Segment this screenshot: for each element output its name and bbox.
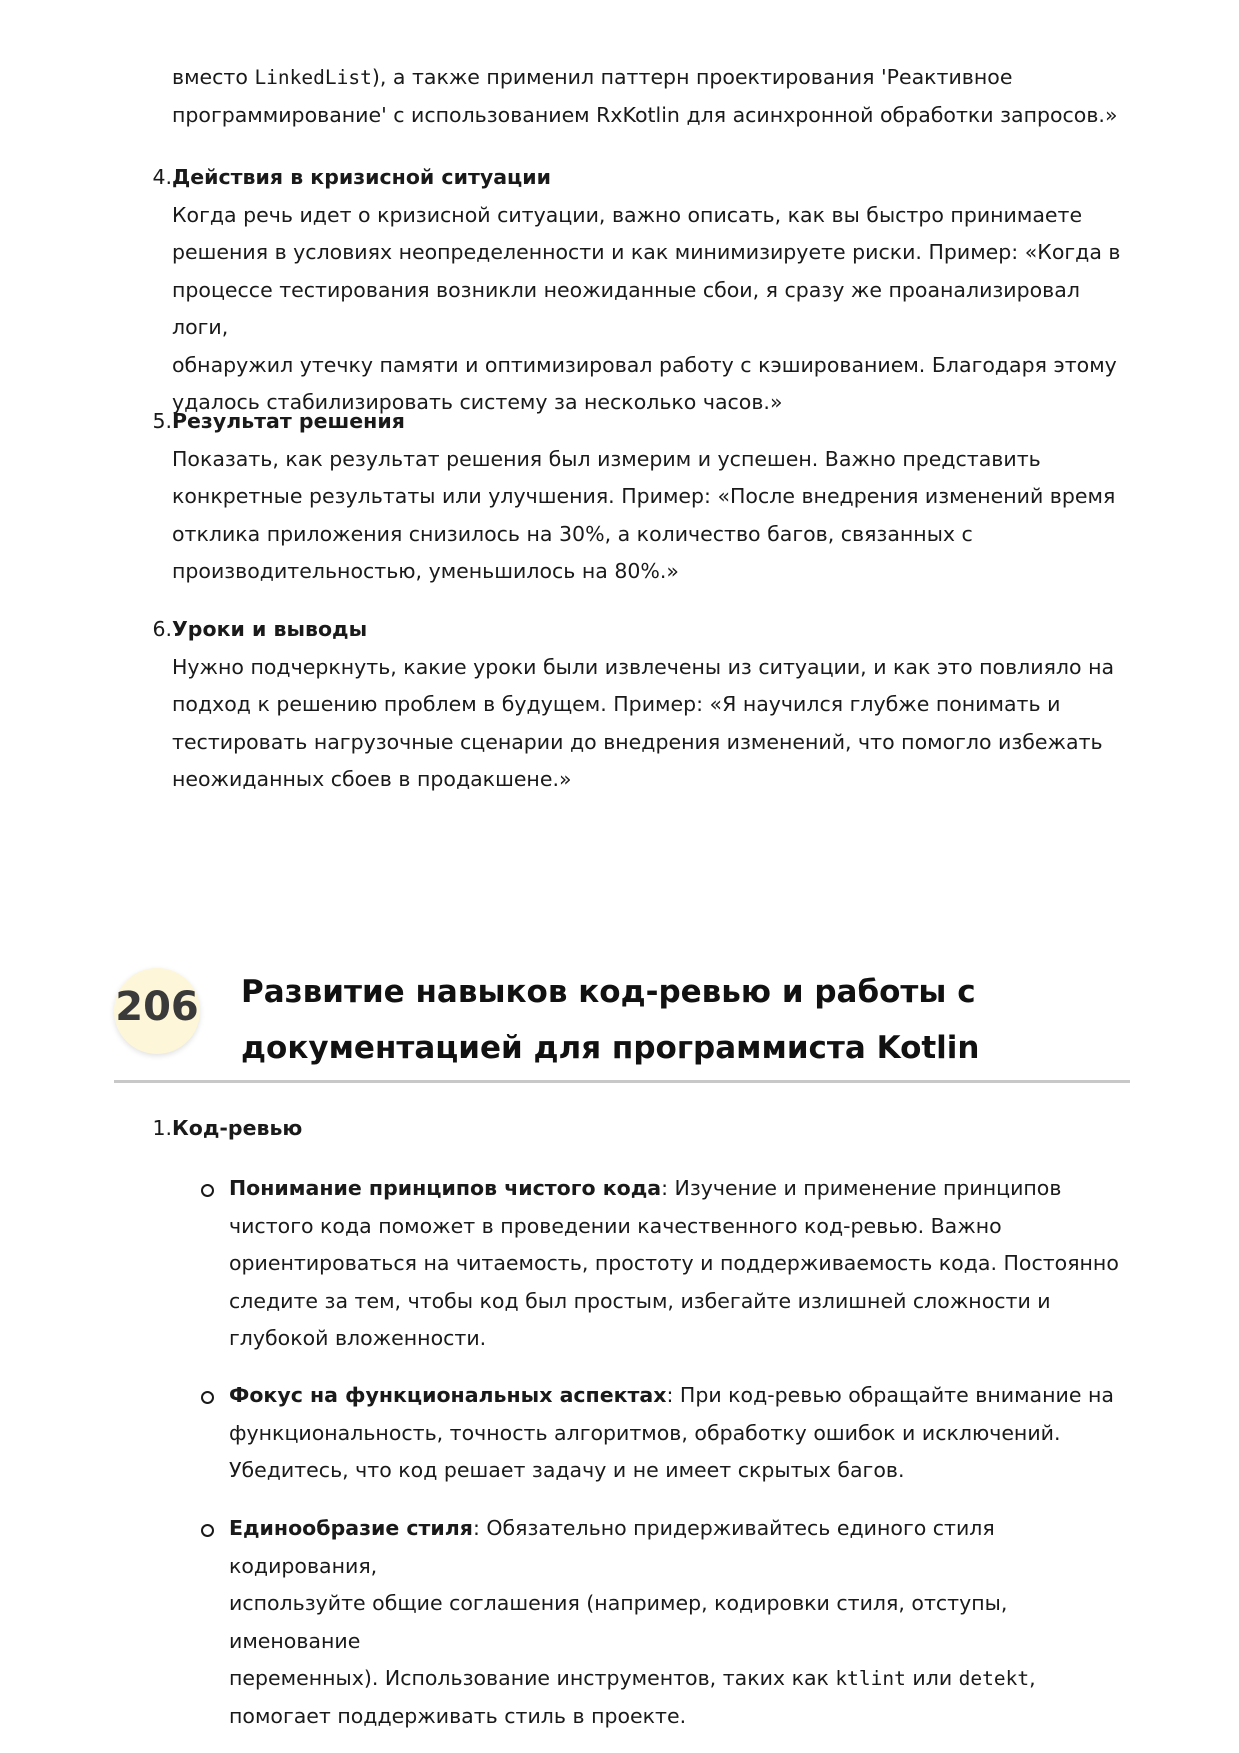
sub-item-text: переменных). Использование инструментов, таких как (229, 1666, 836, 1690)
section-title (241, 964, 1121, 1076)
list-item-line: решения в условиях неопределенности и как минимизируете риски. Пример: «Когда в (172, 240, 1121, 264)
sub-item-text: : Обязательно придерживайтесь единого стиля кодирования, (229, 1516, 995, 1578)
sub-item-line (229, 1510, 1136, 1585)
sub-item-text: : Изучение и применение принципов (661, 1176, 1062, 1200)
intro-paragraph (172, 59, 1132, 134)
sub-item-text: , (1029, 1666, 1036, 1690)
section-list-item (134, 1110, 1134, 1148)
sub-item-line: ориентироваться на читаемость, простоту и поддерживаемость кода. Постоянно (229, 1251, 1119, 1275)
intro-text: ), а также применил паттерн проектирования 'Реактивное (371, 65, 1013, 89)
list-item-line: отклика приложения снизилось на 30%, а количество багов, связанных с (172, 521, 973, 546)
inline-code: ktlint (835, 1667, 906, 1690)
sub-item-line: функциональность, точность алгоритмов, обработку ошибок и исключений. (229, 1420, 1061, 1445)
list-item-line: Показать, как результат решения был измерим и успешен. Важно представить (172, 446, 1041, 471)
list-item (134, 403, 1134, 591)
sub-item-title: Единообразие стиля (229, 1516, 473, 1540)
circle-bullet-icon (201, 1391, 214, 1404)
list-item-line: удалось стабилизировать систему за несколько часов.» (172, 390, 783, 414)
sub-item-line (229, 1377, 1136, 1415)
list-item-title: Код-ревью (172, 1116, 303, 1140)
sub-item-text: или (905, 1666, 959, 1690)
sub-item-line: глубокой вложенности. (229, 1326, 487, 1350)
list-item-line: тестировать нагрузочные сценарии до внедрения изменений, что помогло избежать (172, 729, 1103, 754)
list-item-line: конкретные результаты или улучшения. Пример: «После внедрения изменений время (172, 484, 1116, 508)
sub-item-line: Убедитесь, что код решает задачу и не имеет скрытых багов. (229, 1458, 905, 1482)
sub-item-line (229, 1660, 1136, 1698)
sub-list-item (201, 1377, 1136, 1490)
sub-item-text: : При код-ревью обращайте внимание на (666, 1383, 1114, 1407)
intro-line-1 (172, 59, 1132, 97)
list-item-line: Когда речь идет о кризисной ситуации, важно описать, как вы быстро принимаете (172, 202, 1083, 227)
circle-bullet-icon (201, 1524, 214, 1537)
section-title-line: документацией для программиста Kotlin (241, 1030, 980, 1066)
list-item-title: Действия в кризисной ситуации (172, 165, 551, 189)
section-header (114, 962, 1130, 1083)
list-item-number: 4. (152, 165, 172, 189)
sub-item-title: Понимание принципов чистого кода (229, 1176, 662, 1200)
sub-item-line: помогает поддерживать стиль в проекте. (229, 1703, 687, 1728)
sub-item-title: Фокус на функциональных аспектах (229, 1383, 667, 1407)
list-item-line: производительностью, уменьшилось на 80%.» (172, 559, 679, 583)
list-item-line: неожиданных сбоев в продакшене.» (172, 767, 572, 791)
inline-code: detekt (958, 1667, 1030, 1690)
list-item-number: 5. (152, 409, 172, 433)
sub-item-line: используйте общие соглашения (например, кодировки стиля, отступы, именование (229, 1591, 1008, 1653)
sub-item-line: чистого кода поможет в проведении качественного код-ревью. Важно (229, 1213, 1002, 1238)
list-item-number: 1. (152, 1116, 172, 1140)
list-item-title: Уроки и выводы (172, 617, 368, 641)
sub-list-item (201, 1510, 1136, 1735)
list-item (134, 159, 1134, 422)
section-title-line: Развитие навыков код-ревью и работы с (241, 974, 976, 1010)
list-item-line: Нужно подчеркнуть, какие уроки были извлечены из ситуации, и как это повлияло на (172, 654, 1115, 679)
list-item-number: 6. (152, 617, 172, 641)
inline-code: LinkedList (254, 66, 372, 89)
circle-bullet-icon (201, 1184, 214, 1197)
sub-list-item (201, 1170, 1136, 1358)
sub-item-line (229, 1170, 1136, 1208)
section-number: 206 (115, 984, 199, 1030)
list-item-line: обнаружил утечку памяти и оптимизировал работу с кэшированием. Благодаря этому (172, 352, 1117, 377)
sub-item-line: следите за тем, чтобы код был простым, избегайте излишней сложности и (229, 1288, 1051, 1313)
list-item-title: Результат решения (172, 409, 405, 433)
list-item-line: процессе тестирования возникли неожиданные сбои, я сразу же проанализировал логи, (172, 277, 1080, 339)
intro-line-2: программирование' с использованием RxKotlin для асинхронной обработки запросов.» (172, 102, 1118, 127)
list-item (134, 611, 1134, 799)
list-item-line: подход к решению проблем в будущем. Пример: «Я научился глубже понимать и (172, 692, 1061, 716)
intro-text: вместо (172, 65, 255, 89)
